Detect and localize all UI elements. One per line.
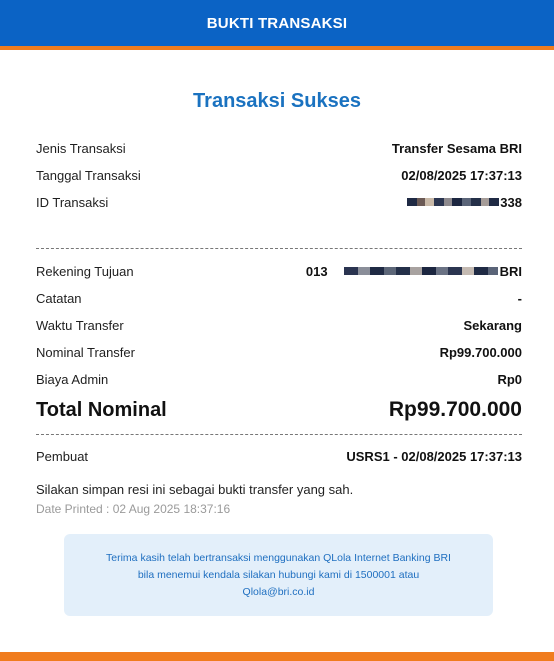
- pembuat-value: USRS1 - 02/08/2025 17:37:13: [346, 448, 522, 464]
- info-line-1: Terima kasih telah bertransaksi menggunakan QLola Internet Banking BRI: [106, 551, 451, 564]
- nominal-transfer-value: Rp99.700.000: [439, 344, 522, 360]
- jenis-transaksi-label: Jenis Transaksi: [36, 140, 126, 156]
- rekening-tujuan-prefix: 013: [305, 263, 328, 279]
- id-transaksi-value: [407, 195, 522, 210]
- total-nominal-label: Total Nominal: [36, 398, 167, 421]
- id-transaksi-redaction: [407, 198, 499, 206]
- row-nominal-transfer: [36, 343, 522, 361]
- rekening-tujuan-suffix: BRI: [499, 263, 522, 279]
- info-contact-email[interactable]: Qlola@bri.co.id: [242, 585, 315, 598]
- row-catatan: [36, 289, 522, 307]
- date-printed: Date Printed : 02 Aug 2025 18:37:16: [36, 502, 231, 516]
- row-jenis-transaksi: [36, 139, 522, 157]
- page-title: Transaksi Sukses: [193, 90, 361, 112]
- row-pembuat: [36, 447, 522, 465]
- header-bar: [0, 0, 554, 50]
- total-nominal-value: Rp99.700.000: [388, 398, 522, 421]
- row-biaya-admin: [36, 370, 522, 388]
- rekening-tujuan-redaction: [344, 267, 498, 275]
- pembuat-label: Pembuat: [36, 448, 89, 464]
- id-transaksi-suffix: 338: [500, 194, 522, 210]
- rekening-tujuan-label: Rekening Tujuan: [36, 263, 134, 279]
- receipt-note: Silakan simpan resi ini sebagai bukti transfer yang sah.: [36, 482, 354, 497]
- info-box: [64, 534, 493, 616]
- row-waktu-transfer: [36, 316, 522, 334]
- nominal-transfer-label: Nominal Transfer: [36, 344, 135, 360]
- biaya-admin-label: Biaya Admin: [36, 371, 109, 387]
- tanggal-transaksi-label: Tanggal Transaksi: [36, 167, 141, 183]
- info-line-2: bila menemui kendala silakan hubungi kami di 1500001 atau: [137, 568, 420, 581]
- waktu-transfer-label: Waktu Transfer: [36, 317, 124, 333]
- jenis-transaksi-value: Transfer Sesama BRI: [391, 140, 522, 156]
- footer-bar: [0, 652, 554, 661]
- biaya-admin-value: Rp0: [497, 371, 522, 387]
- rekening-tujuan-value: [306, 264, 522, 279]
- divider-2: [36, 434, 522, 435]
- header-title: BUKTI TRANSAKSI: [206, 14, 348, 32]
- tanggal-transaksi-value: 02/08/2025 17:37:13: [401, 167, 522, 183]
- divider-1: [36, 248, 522, 249]
- row-rekening-tujuan: [36, 262, 522, 280]
- catatan-value: -: [517, 290, 522, 306]
- id-transaksi-label: ID Transaksi: [36, 194, 109, 210]
- row-tanggal-transaksi: [36, 166, 522, 184]
- row-id-transaksi: [36, 193, 522, 211]
- waktu-transfer-value: Sekarang: [463, 317, 522, 333]
- total-row: [36, 396, 522, 424]
- catatan-label: Catatan: [36, 290, 82, 306]
